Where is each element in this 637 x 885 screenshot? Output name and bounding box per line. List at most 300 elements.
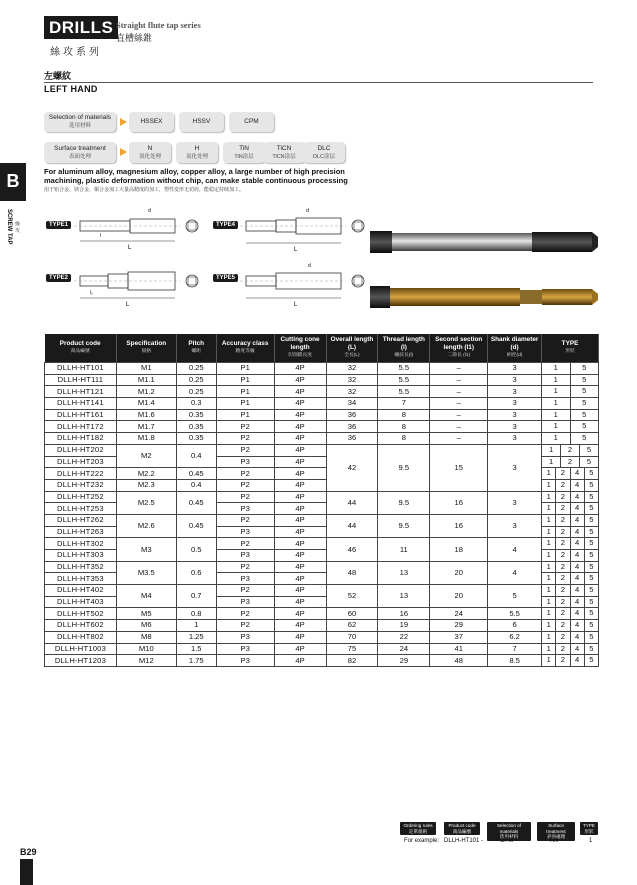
specification: M4 bbox=[116, 585, 176, 608]
cutting-cone: 4P bbox=[274, 643, 326, 655]
product-code: DLLH-HT403 bbox=[45, 596, 117, 608]
type-value: 1 bbox=[546, 538, 551, 548]
col-header-cutting-cone: Cutting cone length 切削錐長度 bbox=[274, 334, 326, 363]
table-row bbox=[45, 655, 599, 667]
surface-label: Surface treatment bbox=[54, 145, 106, 152]
pitch: 0.6 bbox=[176, 561, 216, 584]
type-values bbox=[542, 573, 598, 584]
ordering-rules-label: Ordering rules 定單規則 bbox=[400, 822, 436, 835]
type-values bbox=[542, 608, 598, 619]
ordering-type-label: TYPE 形狀 bbox=[580, 822, 598, 835]
cutting-cone: 4P bbox=[274, 363, 326, 375]
type-value: 1 bbox=[546, 573, 551, 583]
second-length: 20 bbox=[430, 561, 488, 584]
type-values bbox=[542, 585, 598, 596]
cutting-cone: 4P bbox=[274, 585, 326, 597]
application-note: For aluminum alloy, magnesium alloy, copper alloy, a large number of high precision machining, plastic deformation without chip, can make stable continuous processing bbox=[44, 167, 348, 185]
second-length: 48 bbox=[430, 655, 488, 667]
type-value: 2 bbox=[555, 644, 569, 655]
product-code: DLLH-HT121 bbox=[45, 386, 117, 398]
table-row bbox=[45, 585, 599, 597]
table-row bbox=[45, 444, 599, 456]
surface-label-cn: 表面处理 bbox=[68, 154, 91, 160]
type-cell bbox=[542, 573, 599, 585]
type-cell bbox=[542, 596, 599, 608]
type-cell bbox=[542, 421, 599, 433]
shank-diameter: 3 bbox=[488, 433, 542, 445]
pitch: 0.35 bbox=[176, 409, 216, 421]
specification: M1.1 bbox=[116, 374, 176, 386]
type-value: 1 bbox=[546, 479, 551, 489]
example-code: DLLH-HT101 - bbox=[444, 838, 484, 844]
shank-diameter: 3 bbox=[488, 421, 542, 433]
type-values bbox=[542, 433, 598, 444]
thread-length: 9.5 bbox=[378, 444, 430, 491]
thread-length: 7 bbox=[378, 398, 430, 410]
svg-text:L: L bbox=[126, 302, 130, 308]
pitch: 0.4 bbox=[176, 479, 216, 491]
specification: M8 bbox=[116, 631, 176, 643]
type-values bbox=[542, 632, 598, 643]
type-value: 5 bbox=[570, 398, 598, 409]
pitch: 0.45 bbox=[176, 491, 216, 514]
type-value: 1 bbox=[553, 421, 558, 431]
type-value: 2 bbox=[555, 550, 569, 561]
accuracy-class: P3 bbox=[216, 526, 274, 538]
second-length: 16 bbox=[430, 491, 488, 514]
overall-length: 36 bbox=[326, 433, 378, 445]
surface-option-ticn: TiCN TiCN涂层 bbox=[263, 142, 305, 163]
thread-length: 8 bbox=[378, 409, 430, 421]
accuracy-class: P1 bbox=[216, 398, 274, 410]
col-header-specification: Specification 規格 bbox=[116, 334, 176, 363]
shank-diameter: 8.5 bbox=[488, 655, 542, 667]
product-code: DLLH-HT303 bbox=[45, 550, 117, 562]
type-value: 1 bbox=[548, 444, 554, 454]
type2-diagram bbox=[70, 262, 200, 310]
thread-length: 11 bbox=[378, 538, 430, 561]
type-value: 5 bbox=[579, 457, 598, 468]
overall-length: 44 bbox=[326, 491, 378, 514]
type-value: 2 bbox=[555, 527, 569, 538]
overall-length: 60 bbox=[326, 608, 378, 620]
type-value: 5 bbox=[584, 632, 598, 643]
type-values bbox=[542, 515, 598, 526]
cutting-cone: 4P bbox=[274, 491, 326, 503]
svg-text:d: d bbox=[306, 208, 309, 214]
accuracy-class: P2 bbox=[216, 433, 274, 445]
type-values bbox=[542, 410, 598, 421]
type-value: 4 bbox=[570, 480, 584, 491]
svg-text:l: l bbox=[100, 233, 102, 239]
specification: M1 bbox=[116, 363, 176, 375]
ordering-material-label: Selection of materials 选用材料 bbox=[487, 822, 531, 841]
type-cell bbox=[542, 526, 599, 538]
type-value: 4 bbox=[570, 573, 584, 584]
type-value: 4 bbox=[570, 515, 584, 526]
table-row bbox=[45, 409, 599, 421]
type-values bbox=[542, 538, 598, 549]
series-title-cn: 直槽絲錐 bbox=[116, 33, 153, 43]
type-value: 1 bbox=[553, 409, 558, 419]
type-cell bbox=[542, 374, 599, 386]
cutting-cone: 4P bbox=[274, 456, 326, 468]
series-title-en: Straight flute tap series bbox=[116, 20, 201, 30]
cutting-cone: 4P bbox=[274, 538, 326, 550]
type-value: 5 bbox=[570, 375, 598, 386]
type-values bbox=[542, 655, 598, 666]
type-cell bbox=[542, 386, 599, 398]
type-values bbox=[542, 398, 598, 409]
type-cell bbox=[542, 479, 599, 491]
type-values bbox=[542, 468, 598, 479]
type-values bbox=[542, 527, 598, 538]
type-cell bbox=[542, 363, 599, 375]
thread-length: 9.5 bbox=[378, 491, 430, 514]
type-value: 5 bbox=[584, 538, 598, 549]
col-header-type: TYPE 形狀 bbox=[542, 334, 599, 363]
overall-length: 46 bbox=[326, 538, 378, 561]
second-length: – bbox=[430, 386, 488, 398]
thread-length: 16 bbox=[378, 608, 430, 620]
cutting-cone: 4P bbox=[274, 468, 326, 480]
side-tab-letter: B bbox=[0, 163, 26, 201]
type-value: 4 bbox=[570, 503, 584, 514]
type-cell bbox=[542, 585, 599, 597]
accuracy-class: P2 bbox=[216, 468, 274, 480]
table-row bbox=[45, 491, 599, 503]
col-header-product-code: Product code 商品編號 bbox=[45, 334, 117, 363]
brand-header bbox=[44, 16, 201, 58]
shank-diameter: 3 bbox=[488, 409, 542, 421]
accuracy-class: P2 bbox=[216, 444, 274, 456]
type-value: 5 bbox=[584, 550, 598, 561]
type-value: 1 bbox=[546, 596, 551, 606]
type1-tag: TYPE1 bbox=[46, 221, 71, 229]
shank-diameter: 3 bbox=[488, 374, 542, 386]
svg-text:L: L bbox=[294, 247, 298, 253]
shank-diameter: 5 bbox=[488, 585, 542, 608]
type-value: 4 bbox=[570, 632, 584, 643]
accuracy-class: P2 bbox=[216, 608, 274, 620]
application-note-cn: 用于铝合金、镁合金、铜合金加工大量高精度的加工，塑性变形无切屑，能稳定持续加工。 bbox=[44, 187, 245, 193]
second-length: 15 bbox=[430, 444, 488, 491]
type-value: 1 bbox=[553, 398, 558, 408]
second-length: – bbox=[430, 409, 488, 421]
thread-length: 9.5 bbox=[378, 514, 430, 537]
pitch: 0.25 bbox=[176, 374, 216, 386]
type-value: 4 bbox=[570, 608, 584, 619]
page-number: B29 bbox=[20, 847, 37, 857]
cutting-cone: 4P bbox=[274, 561, 326, 573]
product-code: DLLH-HT1203 bbox=[45, 655, 117, 667]
type-values bbox=[542, 386, 598, 397]
type-value: 2 bbox=[555, 492, 569, 503]
thread-length: 24 bbox=[378, 643, 430, 655]
brand-logo: DRILLS bbox=[44, 16, 118, 39]
accuracy-class: P3 bbox=[216, 655, 274, 667]
product-code: DLLH-HT182 bbox=[45, 433, 117, 445]
accuracy-class: P3 bbox=[216, 573, 274, 585]
example-dash: - bbox=[571, 838, 573, 844]
type-cell bbox=[542, 444, 599, 456]
type-values bbox=[542, 445, 598, 456]
material-option-hssex: HSSEX bbox=[129, 112, 174, 132]
type-value: 1 bbox=[546, 620, 551, 630]
type-value: 2 bbox=[555, 608, 569, 619]
specification: M1.6 bbox=[116, 409, 176, 421]
type-value: 1 bbox=[546, 631, 551, 641]
shank-diameter: 3 bbox=[488, 363, 542, 375]
product-code: DLLH-HT222 bbox=[45, 468, 117, 480]
overall-length: 52 bbox=[326, 585, 378, 608]
type-cell bbox=[542, 538, 599, 550]
pitch: 0.4 bbox=[176, 444, 216, 467]
overall-length: 32 bbox=[326, 363, 378, 375]
specification: M1.7 bbox=[116, 421, 176, 433]
col-header-pitch: Pitch 螺距 bbox=[176, 334, 216, 363]
overall-length: 70 bbox=[326, 631, 378, 643]
type-value: 2 bbox=[555, 468, 569, 479]
spec-table bbox=[44, 334, 599, 667]
type-value: 4 bbox=[570, 585, 584, 596]
type-value: 2 bbox=[555, 562, 569, 573]
col-header-second-length: Second section length (l1) 二節長 (l1) bbox=[430, 334, 488, 363]
overall-length: 75 bbox=[326, 643, 378, 655]
type-value: 1 bbox=[553, 374, 558, 384]
accuracy-class: P2 bbox=[216, 585, 274, 597]
type-value: 1 bbox=[553, 363, 558, 372]
type-value: 1 bbox=[546, 585, 551, 595]
table-row bbox=[45, 374, 599, 386]
example-material: CPM bbox=[500, 838, 514, 844]
thread-length: 19 bbox=[378, 620, 430, 632]
type-cell bbox=[542, 398, 599, 410]
overall-length: 82 bbox=[326, 655, 378, 667]
svg-text:d: d bbox=[148, 208, 151, 214]
cutting-cone: 4P bbox=[274, 398, 326, 410]
type-value: 5 bbox=[570, 421, 598, 432]
pitch: 1.75 bbox=[176, 655, 216, 667]
product-code: DLLH-HT802 bbox=[45, 631, 117, 643]
type2-tag: TYPE2 bbox=[46, 274, 71, 282]
overall-length: 48 bbox=[326, 561, 378, 584]
type-value: 1 bbox=[546, 550, 551, 559]
table-row bbox=[45, 538, 599, 550]
product-code: DLLH-HT203 bbox=[45, 456, 117, 468]
type-values bbox=[542, 644, 598, 655]
accuracy-class: P2 bbox=[216, 514, 274, 526]
section-title-cn: 左螺紋 bbox=[44, 71, 72, 81]
table-row bbox=[45, 433, 599, 445]
svg-text:L: L bbox=[294, 302, 298, 308]
side-tab-label-cn: 絲 攻 bbox=[14, 221, 20, 233]
second-length: 16 bbox=[430, 514, 488, 537]
cutting-cone: 4P bbox=[274, 631, 326, 643]
specification: M2.2 bbox=[116, 468, 176, 480]
example-surface: TiN bbox=[549, 838, 559, 844]
type-values bbox=[542, 480, 598, 491]
side-tab-label: SCREW TAP bbox=[6, 209, 12, 245]
section-divider bbox=[44, 82, 593, 83]
dim-l: L bbox=[128, 245, 132, 251]
type-cell bbox=[542, 561, 599, 573]
overall-length: 36 bbox=[326, 409, 378, 421]
type-value: 2 bbox=[560, 457, 579, 468]
specification: M12 bbox=[116, 655, 176, 667]
table-row bbox=[45, 421, 599, 433]
type-values bbox=[542, 503, 598, 514]
table-header-row bbox=[45, 334, 599, 363]
second-length: 29 bbox=[430, 620, 488, 632]
second-length: – bbox=[430, 374, 488, 386]
shank-diameter: 3 bbox=[488, 398, 542, 410]
type-value: 1 bbox=[546, 468, 551, 478]
type-value: 2 bbox=[555, 480, 569, 491]
type-value: 1 bbox=[546, 503, 551, 513]
product-code: DLLH-HT353 bbox=[45, 573, 117, 585]
overall-length: 42 bbox=[326, 444, 378, 491]
product-code: DLLH-HT252 bbox=[45, 491, 117, 503]
second-length: 18 bbox=[430, 538, 488, 561]
second-length: 41 bbox=[430, 643, 488, 655]
type-value: 5 bbox=[570, 363, 598, 374]
table-row bbox=[45, 631, 599, 643]
type-value: 1 bbox=[548, 456, 554, 466]
specification: M2 bbox=[116, 444, 176, 467]
specification: M1.4 bbox=[116, 398, 176, 410]
type-value: 5 bbox=[584, 620, 598, 631]
type-value: 5 bbox=[570, 386, 598, 397]
second-length: – bbox=[430, 398, 488, 410]
type-value: 2 bbox=[560, 445, 579, 456]
pitch: 0.25 bbox=[176, 363, 216, 375]
overall-length: 36 bbox=[326, 421, 378, 433]
product-code: DLLH-HT262 bbox=[45, 514, 117, 526]
type1-diagram bbox=[70, 207, 200, 255]
product-code: DLLH-HT1003 bbox=[45, 643, 117, 655]
type-value: 2 bbox=[555, 597, 569, 608]
specification: M2.6 bbox=[116, 514, 176, 537]
type4-tag: TYPE4 bbox=[213, 221, 238, 229]
thread-length: 13 bbox=[378, 585, 430, 608]
col-header-shank-diameter: Shank diameter (d) 柄徑(d) bbox=[488, 334, 542, 363]
type-value: 2 bbox=[555, 655, 569, 666]
product-code: DLLH-HT402 bbox=[45, 585, 117, 597]
pitch: 0.7 bbox=[176, 585, 216, 608]
second-length: – bbox=[430, 433, 488, 445]
material-option-cpm: CPM bbox=[229, 112, 274, 132]
type-value: 2 bbox=[555, 585, 569, 596]
arrow-icon bbox=[120, 118, 127, 126]
thread-length: 8 bbox=[378, 421, 430, 433]
product-code: DLLH-HT141 bbox=[45, 398, 117, 410]
accuracy-class: P1 bbox=[216, 409, 274, 421]
thread-length: 13 bbox=[378, 561, 430, 584]
type-value: 1 bbox=[546, 491, 551, 501]
type-value: 4 bbox=[570, 562, 584, 573]
shank-diameter: 4 bbox=[488, 538, 542, 561]
second-length: – bbox=[430, 421, 488, 433]
type-value: 2 bbox=[555, 515, 569, 526]
accuracy-class: P3 bbox=[216, 596, 274, 608]
type-value: 5 bbox=[584, 597, 598, 608]
col-header-accuracy: Accuracy class 精度等級 bbox=[216, 334, 274, 363]
accuracy-class: P2 bbox=[216, 479, 274, 491]
type-values bbox=[542, 620, 598, 631]
materials-label-cn: 选用材料 bbox=[68, 123, 91, 129]
thread-length: 22 bbox=[378, 631, 430, 643]
product-code: DLLH-HT202 bbox=[45, 444, 117, 456]
accuracy-class: P1 bbox=[216, 386, 274, 398]
example-label: For example: bbox=[404, 838, 440, 844]
tap-photo-black bbox=[368, 225, 600, 259]
cutting-cone: 4P bbox=[274, 444, 326, 456]
overall-length: 32 bbox=[326, 374, 378, 386]
shank-diameter: 3 bbox=[488, 386, 542, 398]
type-value: 4 bbox=[570, 597, 584, 608]
type-value: 2 bbox=[555, 538, 569, 549]
type-value: 4 bbox=[570, 538, 584, 549]
table-row bbox=[45, 363, 599, 375]
surface-label-box bbox=[44, 142, 116, 163]
thread-length: 5.5 bbox=[378, 374, 430, 386]
type-cell bbox=[542, 550, 599, 562]
example-dash: - bbox=[528, 838, 530, 844]
type-values bbox=[542, 421, 598, 432]
shank-diameter: 3 bbox=[488, 444, 542, 491]
type-value: 5 bbox=[584, 608, 598, 619]
surface-option-h: H 氮化处理 bbox=[176, 142, 218, 163]
type-values bbox=[542, 375, 598, 386]
specification: M2.5 bbox=[116, 491, 176, 514]
type-values bbox=[542, 562, 598, 573]
type-value: 2 bbox=[555, 573, 569, 584]
svg-text:l₁: l₁ bbox=[90, 290, 93, 296]
specification: M5 bbox=[116, 608, 176, 620]
type-value: 4 bbox=[570, 550, 584, 561]
shank-diameter: 3 bbox=[488, 491, 542, 514]
thread-length: 5.5 bbox=[378, 363, 430, 375]
accuracy-class: P2 bbox=[216, 421, 274, 433]
thread-length: 8 bbox=[378, 433, 430, 445]
second-length: – bbox=[430, 363, 488, 375]
type-values bbox=[542, 550, 598, 561]
type-value: 5 bbox=[579, 445, 598, 456]
type-cell bbox=[542, 514, 599, 526]
brand-title-cn: 絲攻系列 bbox=[50, 47, 102, 58]
type-cell bbox=[542, 491, 599, 503]
product-code: DLLH-HT232 bbox=[45, 479, 117, 491]
cutting-cone: 4P bbox=[274, 620, 326, 632]
second-length: 20 bbox=[430, 585, 488, 608]
surface-option-tin: TiN TiN涂层 bbox=[223, 142, 265, 163]
type-value: 5 bbox=[570, 433, 598, 444]
pitch: 0.35 bbox=[176, 421, 216, 433]
table-row bbox=[45, 608, 599, 620]
product-code: DLLH-HT101 bbox=[45, 363, 117, 375]
type-value: 2 bbox=[555, 632, 569, 643]
specification: M3.5 bbox=[116, 561, 176, 584]
cutting-cone: 4P bbox=[274, 374, 326, 386]
pitch: 0.45 bbox=[176, 468, 216, 480]
cutting-cone: 4P bbox=[274, 421, 326, 433]
type-cell bbox=[542, 655, 599, 667]
accuracy-class: P3 bbox=[216, 631, 274, 643]
surface-option-dlc: DLC DLC涂层 bbox=[303, 142, 345, 163]
table-row bbox=[45, 514, 599, 526]
type-value: 5 bbox=[584, 527, 598, 538]
